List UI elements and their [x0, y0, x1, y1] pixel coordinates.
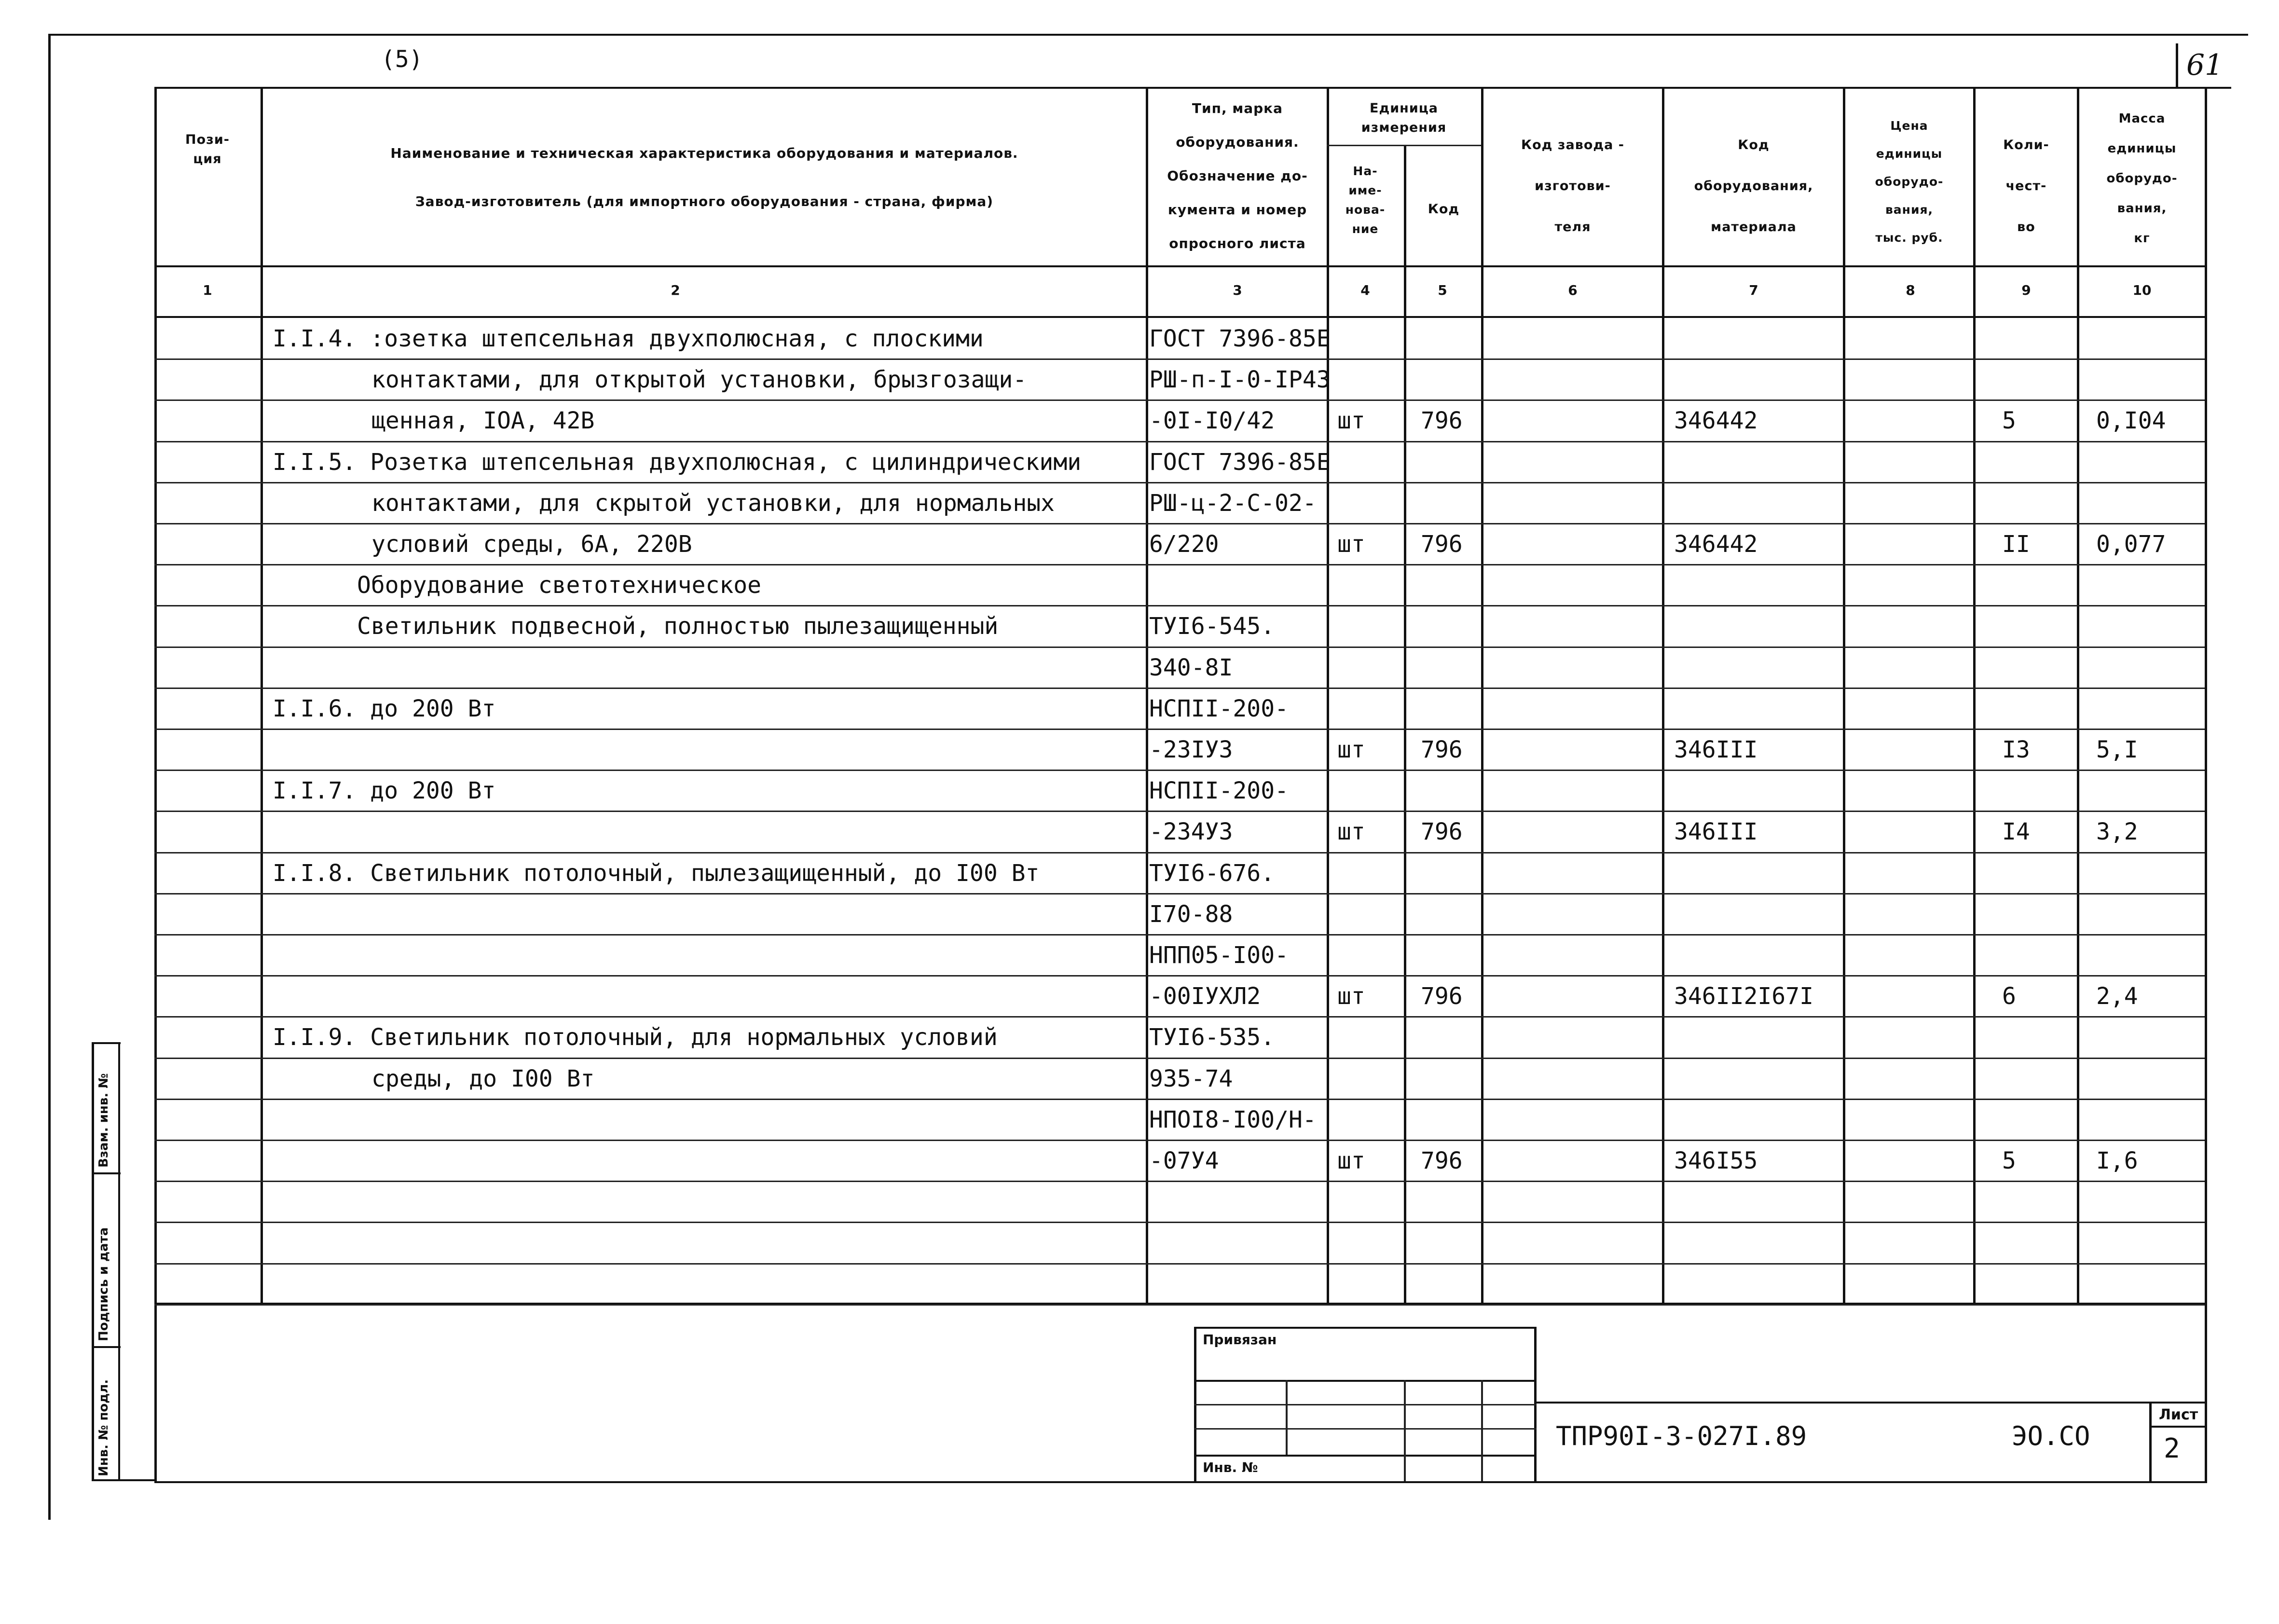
row-type: 340-8I — [1149, 654, 1233, 681]
row-qty: 5 — [2002, 1147, 2016, 1174]
row-qty: II — [2002, 531, 2030, 558]
colnum-10: 10 — [2132, 282, 2152, 298]
row-type: -0I-I0/42 — [1149, 407, 1275, 434]
row-eqcode: 346442 — [1674, 407, 1758, 434]
row-divider — [154, 1058, 2205, 1059]
row-type: -07У4 — [1149, 1147, 1219, 1174]
row-type: НПОI8-I00/Н- — [1149, 1106, 1317, 1133]
colnum-6: 6 — [1568, 282, 1578, 298]
row-divider — [154, 1181, 2205, 1182]
row-code: 796 — [1421, 531, 1463, 558]
row-divider — [154, 852, 2205, 853]
row-type: ТУI6-545. — [1149, 613, 1275, 640]
row-desc: I.I.6. до 200 Вт — [273, 695, 496, 722]
row-eqcode: 346III — [1674, 736, 1758, 763]
row-desc: I.I.9. Светильник потолочный, для нормальных условий — [273, 1024, 998, 1051]
colnum-7: 7 — [1749, 282, 1758, 298]
row-mass: I,6 — [2096, 1147, 2138, 1174]
row-type: РШ-п-I-0-IP43 — [1149, 366, 1331, 393]
row-desc: I.I.5. Розетка штепсельная двухполюсная, с цилиндрическими — [273, 449, 1082, 476]
header-col3: Тип, марка оборудования. Обозначение до- кумента и номер опросного листа — [1167, 100, 1308, 251]
row-type: НСПII-200- — [1149, 777, 1289, 804]
row-divider — [154, 1016, 2205, 1018]
header-unit-group: Единица измерения — [1361, 101, 1447, 135]
colnum-2: 2 — [671, 282, 680, 298]
doc-code: ТПР90I-3-027I.89 — [1556, 1421, 1807, 1451]
header-col4: На- име- нова- ние — [1345, 164, 1386, 236]
row-desc: I.I.8. Светильник потолочный, пылезащищенный, до I00 Вт — [273, 860, 1040, 887]
row-mass: 2,4 — [2096, 983, 2138, 1010]
header-col7: Код оборудования, материала — [1694, 138, 1813, 234]
row-desc: контактами, для открытой установки, брызгозащи- — [371, 366, 1027, 393]
row-mass: 0,077 — [2096, 531, 2166, 558]
row-qty: I4 — [2002, 818, 2030, 845]
row-desc: контактами, для скрытой установки, для нормальных — [371, 490, 1055, 517]
row-divider — [154, 441, 2205, 442]
page-top-label: (5) — [381, 46, 423, 73]
row-divider — [154, 647, 2205, 648]
stamp-top-line — [1537, 1402, 2205, 1404]
header-col5: Код — [1428, 202, 1460, 217]
row-desc: щенная, IОА, 42В — [371, 407, 595, 434]
row-divider — [154, 1222, 2205, 1223]
row-code: 796 — [1421, 983, 1463, 1010]
row-unit: шт — [1337, 1147, 1365, 1174]
header-col6: Код завода - изготови- теля — [1521, 138, 1624, 234]
row-divider — [154, 1099, 2205, 1100]
row-divider — [154, 1304, 2205, 1306]
side-sign-label: Подпись и дата — [96, 1227, 111, 1341]
row-unit: шт — [1337, 736, 1365, 763]
colnum-1: 1 — [203, 282, 212, 298]
row-divider — [154, 975, 2205, 977]
colnum-9: 9 — [2021, 282, 2031, 298]
stamp-inv-label: Инв. № — [1203, 1459, 1258, 1475]
row-unit: шт — [1337, 818, 1365, 845]
row-code: 796 — [1421, 407, 1463, 434]
colnum-8: 8 — [1906, 282, 1915, 298]
row-desc: условий среды, 6А, 220В — [371, 531, 692, 558]
row-mass: 0,I04 — [2096, 407, 2166, 434]
row-divider — [154, 811, 2205, 812]
row-divider — [154, 729, 2205, 730]
colnum-4: 4 — [1360, 282, 1370, 298]
row-type: НСПII-200- — [1149, 695, 1289, 722]
row-divider — [154, 770, 2205, 771]
colnum-3: 3 — [1233, 282, 1242, 298]
row-divider — [154, 482, 2205, 483]
row-unit: шт — [1337, 407, 1365, 434]
row-type: РШ-ц-2-С-02- — [1149, 490, 1317, 517]
header-col1: Пози- ция — [185, 132, 230, 166]
row-divider — [154, 1140, 2205, 1141]
row-desc: Светильник подвесной, полностью пылезащищенный — [357, 613, 999, 640]
row-desc: I.I.4. :озетка штепсельная двухполюсная, с плоскими — [273, 325, 984, 352]
row-type: ТУI6-676. — [1149, 860, 1275, 887]
row-type: ГОСТ 7396-85Е — [1149, 325, 1331, 352]
row-desc: Оборудование светотехническое — [357, 572, 762, 599]
row-type: ГОСТ 7396-85Е — [1149, 449, 1331, 476]
header-col2: Наименование и техническая характеристика оборудования и материалов. Завод-изготовитель (для импортного оборудования - страна, фирма) — [390, 145, 1018, 209]
row-divider — [154, 358, 2205, 360]
sheet-label: Лист — [2159, 1406, 2198, 1423]
row-desc: среды, до I00 Вт — [371, 1065, 595, 1092]
row-divider — [154, 399, 2205, 401]
header-col10: Масса единицы оборудо- вания, кг — [2106, 111, 2178, 246]
sheet-box-divider — [2149, 1426, 2205, 1428]
row-eqcode: 346III — [1674, 818, 1758, 845]
row-type: -23IУ3 — [1149, 736, 1233, 763]
row-qty: I3 — [2002, 736, 2030, 763]
header-col9: Коли- чест- во — [2003, 138, 2049, 234]
row-code: 796 — [1421, 1147, 1463, 1174]
row-type: ТУI6-535. — [1149, 1024, 1275, 1051]
row-desc: I.I.7. до 200 Вт — [273, 777, 496, 804]
row-type: -00IУХЛ2 — [1149, 983, 1261, 1010]
row-eqcode: 346I55 — [1674, 1147, 1758, 1174]
row-divider — [154, 605, 2205, 606]
row-unit: шт — [1337, 531, 1365, 558]
row-mass: 3,2 — [2096, 818, 2138, 845]
row-qty: 5 — [2002, 407, 2016, 434]
sheet-number: 2 — [2164, 1433, 2180, 1464]
sheet-mark: 61 — [2176, 43, 2231, 89]
row-code: 796 — [1421, 736, 1463, 763]
stamp-block — [1194, 1327, 1537, 1481]
row-divider — [154, 523, 2205, 524]
colnum-5: 5 — [1438, 282, 1447, 298]
doc-suffix: ЭО.СО — [2012, 1421, 2090, 1451]
stamp-bound-label: Привязан — [1203, 1332, 1277, 1348]
row-type: 935-74 — [1149, 1065, 1233, 1092]
row-type: 6/220 — [1149, 531, 1219, 558]
row-eqcode: 346II2I67I — [1674, 983, 1813, 1010]
row-divider — [154, 934, 2205, 936]
row-divider — [154, 1263, 2205, 1265]
row-type: -234У3 — [1149, 818, 1233, 845]
row-divider — [154, 688, 2205, 689]
row-eqcode: 346442 — [1674, 531, 1758, 558]
side-invpodl-label: Инв. № подл. — [96, 1379, 111, 1476]
sheet-box-line — [2149, 1402, 2152, 1481]
row-code: 796 — [1421, 818, 1463, 845]
side-vzam-label: Взам. инв. № — [96, 1073, 111, 1168]
row-type: I70-88 — [1149, 901, 1233, 928]
row-type: НПП05-I00- — [1149, 942, 1289, 969]
row-divider — [154, 893, 2205, 895]
row-qty: 6 — [2002, 983, 2016, 1010]
row-mass: 5,I — [2096, 736, 2138, 763]
row-unit: шт — [1337, 983, 1365, 1010]
row-divider — [154, 564, 2205, 565]
header-col8: Цена единицы оборудо- вания, тыс. руб. — [1875, 119, 1944, 245]
